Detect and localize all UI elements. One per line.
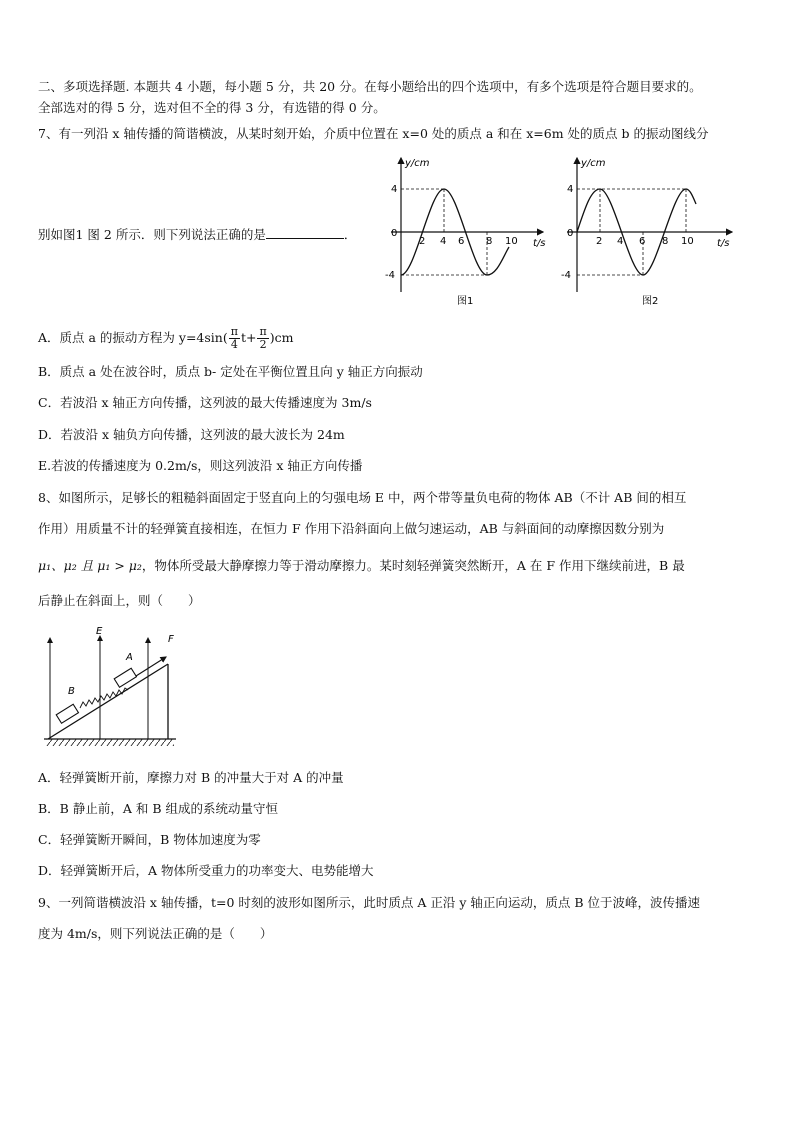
x-axis-label: t/s bbox=[717, 238, 730, 249]
option-a-text: A．质点 a 的振动方程为 y=4sin( bbox=[38, 330, 228, 345]
q7-option-e: E.若波的传播速度为 0.2m/s，则这列波沿 x 轴正方向传播 bbox=[38, 458, 363, 473]
x-tick-label: 2 bbox=[596, 236, 603, 247]
y-tick-label: -4 bbox=[385, 270, 395, 281]
figure-caption: 图1 bbox=[457, 296, 474, 307]
q7-option-b: B．质点 a 处在波谷时，质点 b- 定处在平衡位置且向 y 轴正方向振动 bbox=[38, 364, 423, 379]
x-axis-label: t/s bbox=[533, 238, 546, 249]
x-tick-label: 6 bbox=[639, 236, 646, 247]
q8-figure bbox=[38, 622, 188, 754]
friction-coefficients: μ₁、μ₂ 且 μ₁ > μ₂ bbox=[38, 558, 142, 573]
figure-caption: 图2 bbox=[642, 296, 659, 307]
q8-option-d: D．轻弹簧断开后，A 物体所受重力的功率变大、电势能增大 bbox=[38, 863, 374, 878]
x-tick-label: 8 bbox=[662, 236, 669, 247]
x-tick-label: 10 bbox=[505, 236, 518, 247]
q8-stem-line-1: 8、如图所示，足够长的粗糙斜面固定于竖直向上的匀强电场 E 中，两个带等量负电荷的物体 AB（不计 AB 间的相互 bbox=[38, 490, 687, 505]
q7-stem-end: ． bbox=[343, 227, 357, 242]
q8-stem-line-2: 作用）用质量不计的轻弹簧直接相连，在恒力 F 作用下沿斜面向上做匀速运动，AB 与斜面间的动摩擦因数分别为 bbox=[38, 521, 665, 536]
x-tick-label: 6 bbox=[458, 236, 465, 247]
fraction bbox=[229, 326, 240, 351]
option-a-text: t+ bbox=[240, 330, 257, 345]
q7-figure-2 bbox=[560, 152, 740, 312]
origin-label: 0 bbox=[567, 228, 574, 239]
fraction-numerator: π bbox=[259, 325, 267, 338]
q8-stem-line-3 bbox=[38, 558, 685, 574]
option-a-text: )cm bbox=[269, 330, 294, 345]
block-label-b: B bbox=[68, 686, 75, 697]
force-label-f: F bbox=[168, 634, 174, 645]
block-b bbox=[56, 704, 78, 723]
q7-stem-line-2 bbox=[38, 226, 356, 243]
block-a bbox=[114, 668, 136, 687]
q7-option-d: D．若波沿 x 轴负方向传播，这列波的最大波长为 24m bbox=[38, 427, 345, 442]
x-tick-label: 10 bbox=[681, 236, 694, 247]
fraction-denominator: 4 bbox=[230, 338, 238, 351]
x-tick-label: 2 bbox=[419, 236, 426, 247]
x-tick-label: 8 bbox=[486, 236, 493, 247]
section-heading-line-1: 二、多项选择题. 本题共 4 小题，每小题 5 分，共 20 分。在每小题给出的四个选项中，有多个选项是符合题目要求的。 bbox=[38, 79, 702, 94]
x-tick-label: 4 bbox=[617, 236, 624, 247]
q9-stem-line-2: 度为 4m/s，则下列说法正确的是（ ） bbox=[38, 926, 273, 941]
q8-stem-line-4: 后静止在斜面上，则（ ） bbox=[38, 593, 201, 608]
section-heading-line-2: 全部选对的得 5 分，选对但不全的得 3 分，有选错的得 0 分。 bbox=[38, 100, 386, 115]
q8-option-a: A．轻弹簧断开前，摩擦力对 B 的冲量大于对 A 的冲量 bbox=[38, 770, 344, 785]
spring bbox=[80, 688, 128, 708]
q7-stem-text: 别如图1 图 2 所示．则下列说法正确的是 bbox=[38, 227, 266, 242]
q7-option-a bbox=[38, 326, 293, 351]
fraction-denominator: 2 bbox=[259, 338, 267, 351]
force-arrow bbox=[136, 657, 166, 676]
block-label-a: A bbox=[126, 652, 133, 663]
field-label-e: E bbox=[96, 626, 103, 637]
q7-option-c: C．若波沿 x 轴正方向传播，这列波的最大传播速度为 3m/s bbox=[38, 395, 372, 410]
q9-stem-line-1: 9、一列简谐横波沿 x 轴传播，t=0 时刻的波形如图所示，此时质点 A 正沿 y 轴正向运动，质点 B 位于波峰，波传播速 bbox=[38, 895, 700, 910]
q7-figure-1 bbox=[385, 152, 550, 312]
q8-option-c: C．轻弹簧断开瞬间，B 物体加速度为零 bbox=[38, 832, 261, 847]
incline-surface bbox=[48, 664, 168, 739]
answer-blank bbox=[266, 226, 344, 239]
x-tick-label: 4 bbox=[440, 236, 447, 247]
y-axis-label: y/cm bbox=[581, 158, 606, 169]
q8-stem-text: ，物体所受最大静摩擦力等于滑动摩擦力。某时刻轻弹簧突然断开，A 在 F 作用下继续前进，B 最 bbox=[141, 558, 685, 573]
fraction bbox=[257, 326, 268, 351]
q7-stem-line-1: 7、有一列沿 x 轴传播的简谐横波，从某时刻开始，介质中位置在 x=0 处的质点 a 和在 x=6m 处的质点 b 的振动图线分 bbox=[38, 126, 709, 141]
y-tick-label: 4 bbox=[567, 184, 574, 195]
y-axis-label: y/cm bbox=[405, 158, 430, 169]
y-tick-label: 4 bbox=[391, 184, 398, 195]
q8-option-b: B．B 静止前，A 和 B 组成的系统动量守恒 bbox=[38, 801, 278, 816]
origin-label: 0 bbox=[391, 228, 398, 239]
fraction-numerator: π bbox=[230, 325, 238, 338]
ground-hatch bbox=[46, 739, 174, 746]
y-tick-label: -4 bbox=[561, 270, 571, 281]
